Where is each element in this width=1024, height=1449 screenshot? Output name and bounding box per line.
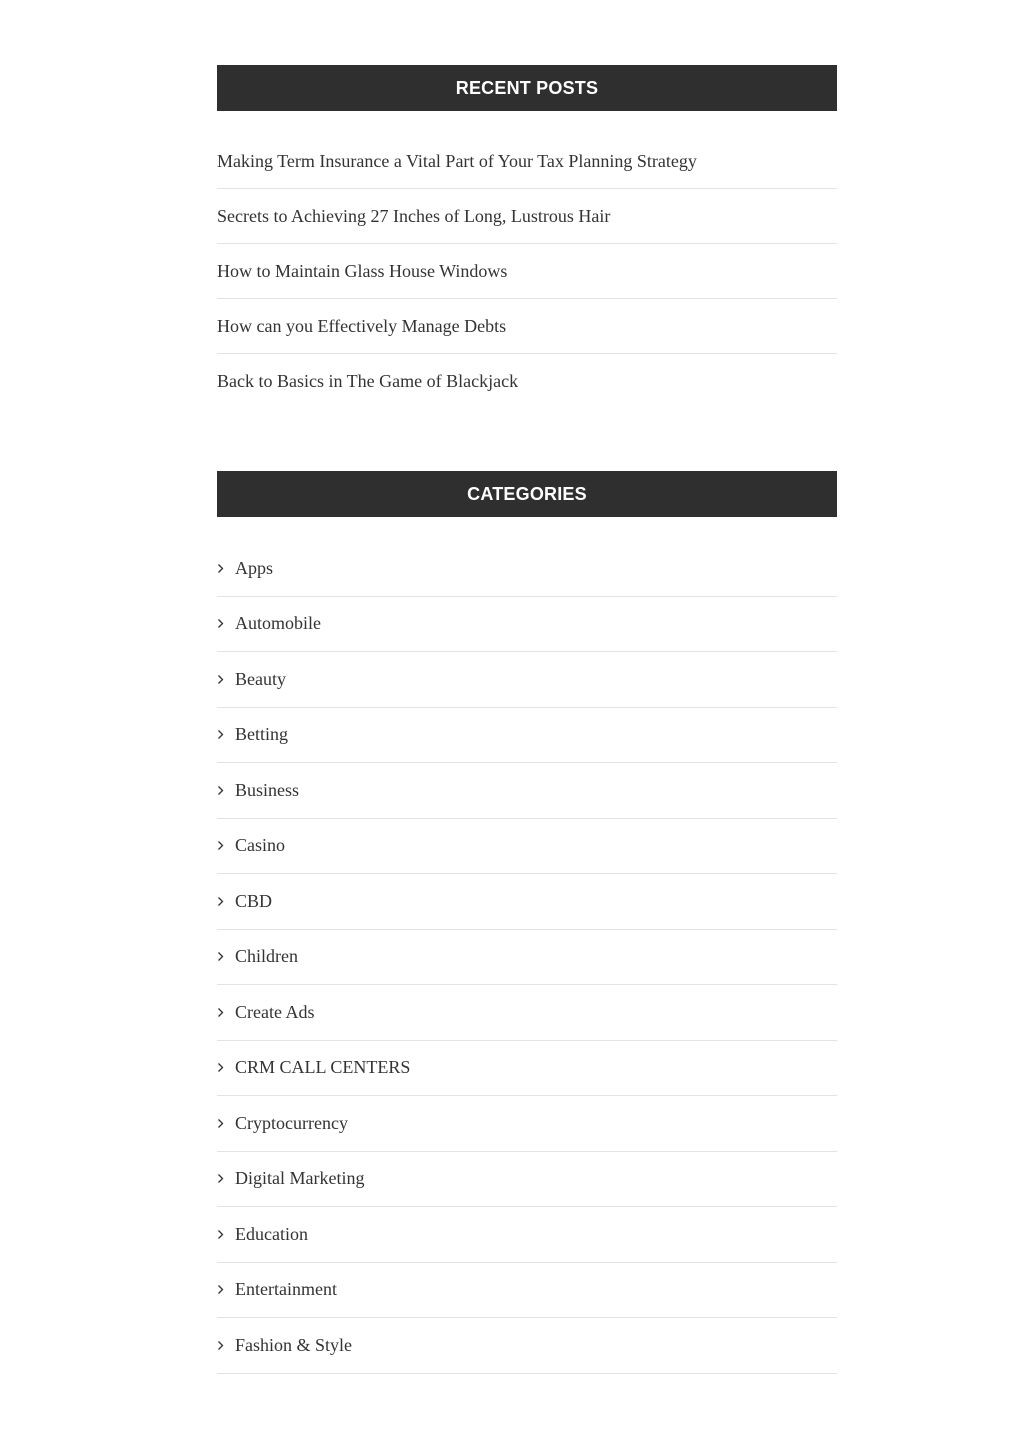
category-label: Casino — [235, 835, 286, 856]
chevron-right-icon — [217, 891, 235, 911]
chevron-right-icon — [217, 836, 235, 856]
category-item[interactable] — [217, 819, 837, 875]
category-label: Business — [235, 779, 300, 800]
recent-posts-list — [217, 134, 837, 409]
recent-post-link[interactable]: Secrets to Achieving 27 Inches of Long, Lustrous Hair — [217, 189, 837, 244]
category-label: Cryptocurrency — [235, 1112, 348, 1133]
category-item[interactable] — [217, 985, 837, 1041]
recent-post-link[interactable]: How can you Effectively Manage Debts — [217, 299, 837, 354]
category-item[interactable] — [217, 930, 837, 986]
chevron-right-icon — [217, 1224, 235, 1244]
category-item[interactable] — [217, 597, 837, 653]
chevron-right-icon — [217, 1169, 235, 1189]
chevron-right-icon — [217, 1280, 235, 1300]
chevron-right-icon — [217, 669, 235, 689]
chevron-right-icon — [217, 725, 235, 745]
category-label: Create Ads — [235, 1001, 315, 1022]
category-label: Automobile — [235, 613, 321, 634]
recent-posts-widget — [217, 65, 837, 409]
category-label: Entertainment — [235, 1279, 337, 1300]
chevron-right-icon — [217, 558, 235, 578]
category-item[interactable] — [217, 763, 837, 819]
category-label: CBD — [235, 890, 273, 911]
category-item[interactable] — [217, 874, 837, 930]
chevron-right-icon — [217, 1335, 235, 1355]
category-label: Beauty — [235, 668, 286, 689]
category-label: Digital Marketing — [235, 1168, 365, 1189]
chevron-right-icon — [217, 780, 235, 800]
category-label: CRM CALL CENTERS — [235, 1057, 411, 1078]
category-item[interactable] — [217, 1041, 837, 1097]
category-label: Children — [235, 946, 298, 967]
chevron-right-icon — [217, 1058, 235, 1078]
category-label: Betting — [235, 724, 288, 745]
recent-post-link[interactable]: Making Term Insurance a Vital Part of Your Tax Planning Strategy — [217, 134, 837, 189]
recent-posts-title: RECENT POSTS — [217, 65, 837, 111]
sidebar — [217, 65, 837, 1374]
categories-list — [217, 541, 837, 1374]
categories-widget — [217, 471, 837, 1374]
category-item[interactable] — [217, 1263, 837, 1319]
recent-post-link[interactable]: How to Maintain Glass House Windows — [217, 244, 837, 299]
category-item[interactable] — [217, 652, 837, 708]
category-item[interactable] — [217, 1152, 837, 1208]
category-item[interactable] — [217, 1318, 837, 1374]
category-label: Education — [235, 1223, 308, 1244]
chevron-right-icon — [217, 1113, 235, 1133]
category-item[interactable] — [217, 1096, 837, 1152]
chevron-right-icon — [217, 614, 235, 634]
category-item[interactable] — [217, 1207, 837, 1263]
chevron-right-icon — [217, 1002, 235, 1022]
recent-post-link[interactable]: Back to Basics in The Game of Blackjack — [217, 371, 519, 391]
category-item[interactable] — [217, 708, 837, 764]
chevron-right-icon — [217, 947, 235, 967]
category-label: Fashion & Style — [235, 1334, 353, 1355]
categories-title: CATEGORIES — [217, 471, 837, 517]
category-label: Apps — [235, 557, 274, 578]
category-item[interactable] — [217, 541, 837, 597]
